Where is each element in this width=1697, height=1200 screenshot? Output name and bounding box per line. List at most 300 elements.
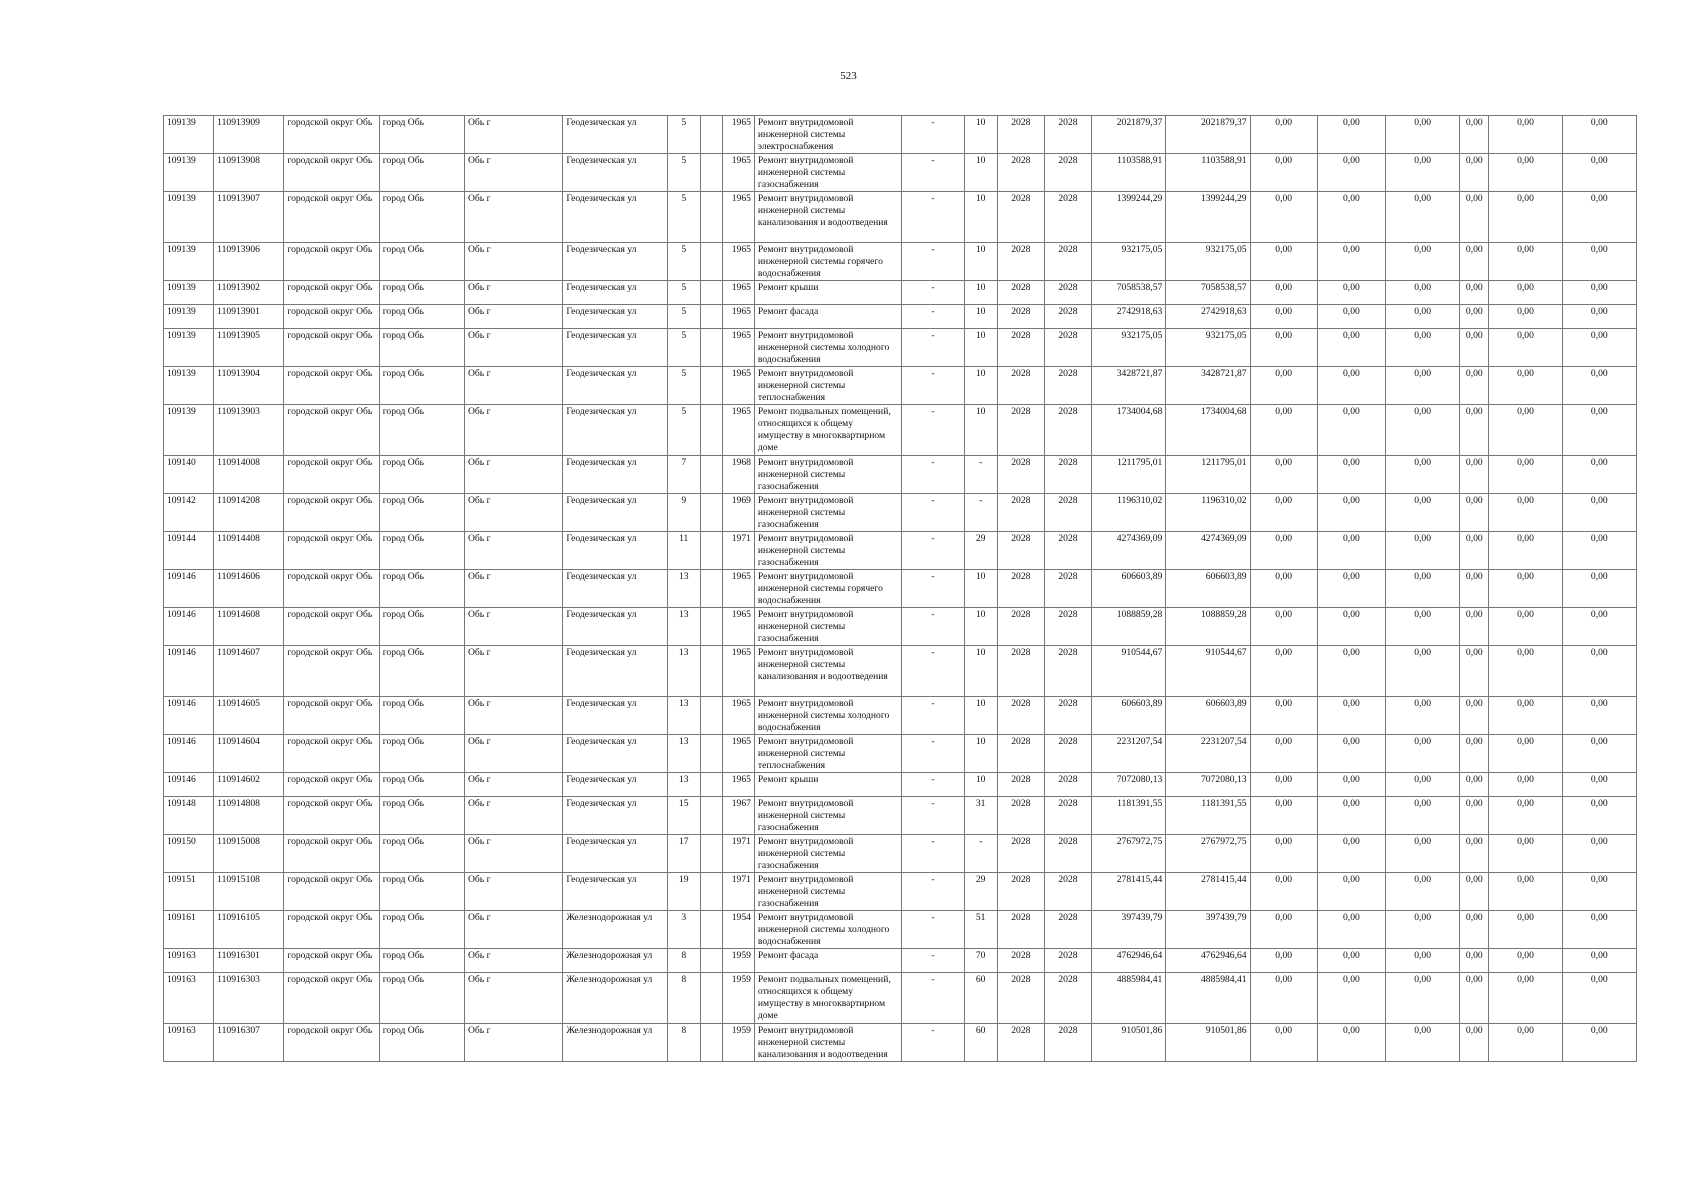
cell-other-funds: 0,00 [1489,494,1562,532]
cell-other-funds: 0,00 [1489,949,1562,973]
cell-additional-funds: 0,00 [1562,570,1636,608]
cell-local-funds: 0,00 [1386,735,1460,773]
cell-federal-funds: 0,00 [1250,405,1317,456]
cell-wear-percent: - [902,192,964,243]
cell-local-funds: 0,00 [1386,192,1460,243]
table-row [164,367,1637,405]
cell-owner-funds: 0,00 [1460,243,1489,281]
cell-plan-year-start: 2028 [997,949,1044,973]
table-row [164,281,1637,305]
cell-locality: Обь г [464,797,562,835]
cell-work-type: Ремонт крыши [754,773,902,797]
cell-additional-funds: 0,00 [1562,243,1636,281]
cell-wear-percent: - [902,329,964,367]
cell-total-cost: 2767972,75 [1092,835,1166,873]
cell-house-id: 109139 [164,305,214,329]
cell-total-cost: 1399244,29 [1092,192,1166,243]
cell-work-id: 110913904 [214,367,284,405]
cell-house-number: 13 [667,608,700,646]
cell-federal-funds: 0,00 [1250,911,1317,949]
cell-work-type: Ремонт внутридомовой инженерной системы холодного водоснабжения [754,911,902,949]
cell-wear-percent: - [902,608,964,646]
cell-street: Геодезическая ул [563,835,667,873]
cell-street: Геодезическая ул [563,405,667,456]
cell-settlement: город Обь [379,646,464,697]
cell-federal-funds: 0,00 [1250,329,1317,367]
cell-settlement: город Обь [379,192,464,243]
cell-house-id: 109150 [164,835,214,873]
table-row [164,116,1637,154]
cell-other-funds: 0,00 [1489,116,1562,154]
cell-house-number: 17 [667,835,700,873]
cell-house-number: 11 [667,532,700,570]
cell-plan-year-start: 2028 [997,305,1044,329]
cell-work-id: 110914606 [214,570,284,608]
cell-work-id: 110914607 [214,646,284,697]
cell-regional-funds: 0,00 [1317,532,1385,570]
cell-building [700,646,722,697]
cell-owner-funds: 0,00 [1460,835,1489,873]
cell-street: Геодезическая ул [563,243,667,281]
cell-wear-value: 10 [964,116,997,154]
cell-house-number: 13 [667,735,700,773]
cell-additional-funds: 0,00 [1562,1024,1636,1062]
cell-wear-percent: - [902,570,964,608]
cell-settlement: город Обь [379,305,464,329]
cell-fund-cost: 606603,89 [1166,697,1250,735]
cell-street: Геодезическая ул [563,116,667,154]
cell-plan-year-start: 2028 [997,697,1044,735]
cell-plan-year-start: 2028 [997,116,1044,154]
cell-additional-funds: 0,00 [1562,367,1636,405]
cell-local-funds: 0,00 [1386,570,1460,608]
cell-work-id: 110914408 [214,532,284,570]
cell-plan-year-start: 2028 [997,494,1044,532]
cell-house-id: 109163 [164,949,214,973]
cell-fund-cost: 1181391,55 [1166,797,1250,835]
cell-house-number: 5 [667,305,700,329]
cell-wear-percent: - [902,697,964,735]
cell-municipal-district: городской округ Обь [284,570,379,608]
cell-locality: Обь г [464,773,562,797]
cell-year-built: 1965 [722,367,754,405]
cell-federal-funds: 0,00 [1250,192,1317,243]
cell-building [700,329,722,367]
cell-plan-year-end: 2028 [1044,367,1091,405]
cell-wear-value: 29 [964,532,997,570]
cell-federal-funds: 0,00 [1250,456,1317,494]
cell-settlement: город Обь [379,570,464,608]
cell-building [700,797,722,835]
cell-other-funds: 0,00 [1489,697,1562,735]
cell-wear-percent: - [902,305,964,329]
cell-work-id: 110916105 [214,911,284,949]
cell-fund-cost: 1211795,01 [1166,456,1250,494]
cell-street: Геодезическая ул [563,697,667,735]
cell-locality: Обь г [464,367,562,405]
cell-wear-percent: - [902,456,964,494]
cell-federal-funds: 0,00 [1250,949,1317,973]
table-row [164,532,1637,570]
cell-owner-funds: 0,00 [1460,570,1489,608]
cell-federal-funds: 0,00 [1250,735,1317,773]
cell-locality: Обь г [464,835,562,873]
cell-year-built: 1965 [722,405,754,456]
cell-regional-funds: 0,00 [1317,281,1385,305]
cell-additional-funds: 0,00 [1562,281,1636,305]
cell-house-id: 109139 [164,281,214,305]
cell-regional-funds: 0,00 [1317,116,1385,154]
cell-year-built: 1965 [722,608,754,646]
cell-other-funds: 0,00 [1489,329,1562,367]
cell-fund-cost: 2021879,37 [1166,116,1250,154]
cell-building [700,1024,722,1062]
cell-plan-year-end: 2028 [1044,835,1091,873]
cell-settlement: город Обь [379,773,464,797]
cell-year-built: 1965 [722,243,754,281]
cell-plan-year-end: 2028 [1044,911,1091,949]
table-row [164,608,1637,646]
cell-local-funds: 0,00 [1386,797,1460,835]
cell-wear-value: 10 [964,281,997,305]
cell-wear-value: - [964,835,997,873]
cell-locality: Обь г [464,154,562,192]
cell-plan-year-end: 2028 [1044,192,1091,243]
cell-regional-funds: 0,00 [1317,949,1385,973]
cell-year-built: 1971 [722,835,754,873]
cell-settlement: город Обь [379,949,464,973]
cell-federal-funds: 0,00 [1250,973,1317,1024]
cell-locality: Обь г [464,405,562,456]
cell-local-funds: 0,00 [1386,949,1460,973]
cell-wear-value: 10 [964,367,997,405]
cell-regional-funds: 0,00 [1317,405,1385,456]
cell-settlement: город Обь [379,911,464,949]
cell-locality: Обь г [464,532,562,570]
cell-wear-percent: - [902,646,964,697]
cell-regional-funds: 0,00 [1317,608,1385,646]
table-row [164,973,1637,1024]
cell-wear-value: 31 [964,797,997,835]
cell-house-id: 109163 [164,973,214,1024]
cell-fund-cost: 2781415,44 [1166,873,1250,911]
cell-wear-value: - [964,494,997,532]
cell-regional-funds: 0,00 [1317,1024,1385,1062]
cell-locality: Обь г [464,192,562,243]
cell-plan-year-start: 2028 [997,570,1044,608]
cell-locality: Обь г [464,735,562,773]
cell-plan-year-start: 2028 [997,973,1044,1024]
cell-other-funds: 0,00 [1489,532,1562,570]
cell-street: Железнодорожная ул [563,911,667,949]
cell-settlement: город Обь [379,116,464,154]
cell-federal-funds: 0,00 [1250,281,1317,305]
cell-municipal-district: городской округ Обь [284,835,379,873]
cell-additional-funds: 0,00 [1562,405,1636,456]
cell-house-number: 13 [667,773,700,797]
cell-additional-funds: 0,00 [1562,873,1636,911]
cell-locality: Обь г [464,608,562,646]
cell-house-number: 9 [667,494,700,532]
cell-year-built: 1967 [722,797,754,835]
cell-total-cost: 910544,67 [1092,646,1166,697]
table-row [164,154,1637,192]
cell-house-number: 15 [667,797,700,835]
cell-locality: Обь г [464,911,562,949]
cell-wear-percent: - [902,116,964,154]
cell-settlement: город Обь [379,835,464,873]
page-number: 523 [840,70,857,82]
cell-federal-funds: 0,00 [1250,116,1317,154]
cell-wear-percent: - [902,873,964,911]
cell-owner-funds: 0,00 [1460,494,1489,532]
cell-plan-year-end: 2028 [1044,949,1091,973]
cell-building [700,911,722,949]
cell-total-cost: 932175,05 [1092,243,1166,281]
cell-street: Геодезическая ул [563,873,667,911]
cell-total-cost: 1088859,28 [1092,608,1166,646]
cell-municipal-district: городской округ Обь [284,154,379,192]
cell-additional-funds: 0,00 [1562,646,1636,697]
cell-federal-funds: 0,00 [1250,154,1317,192]
cell-fund-cost: 4762946,64 [1166,949,1250,973]
cell-year-built: 1965 [722,329,754,367]
cell-plan-year-end: 2028 [1044,973,1091,1024]
cell-year-built: 1965 [722,570,754,608]
cell-owner-funds: 0,00 [1460,116,1489,154]
cell-year-built: 1971 [722,532,754,570]
cell-street: Железнодорожная ул [563,949,667,973]
cell-house-id: 109161 [164,911,214,949]
cell-total-cost: 606603,89 [1092,697,1166,735]
cell-street: Геодезическая ул [563,154,667,192]
table-row [164,494,1637,532]
cell-work-id: 110913906 [214,243,284,281]
cell-regional-funds: 0,00 [1317,192,1385,243]
cell-plan-year-end: 2028 [1044,494,1091,532]
cell-work-id: 110916303 [214,973,284,1024]
cell-municipal-district: городской округ Обь [284,405,379,456]
cell-work-id: 110914808 [214,797,284,835]
cell-street: Геодезическая ул [563,608,667,646]
cell-plan-year-start: 2028 [997,192,1044,243]
cell-plan-year-end: 2028 [1044,329,1091,367]
cell-settlement: город Обь [379,735,464,773]
cell-owner-funds: 0,00 [1460,873,1489,911]
cell-year-built: 1969 [722,494,754,532]
cell-work-type: Ремонт внутридомовой инженерной системы газоснабжения [754,532,902,570]
cell-work-id: 110913902 [214,281,284,305]
cell-locality: Обь г [464,281,562,305]
table-row [164,773,1637,797]
cell-locality: Обь г [464,646,562,697]
cell-fund-cost: 606603,89 [1166,570,1250,608]
cell-federal-funds: 0,00 [1250,797,1317,835]
cell-federal-funds: 0,00 [1250,646,1317,697]
cell-municipal-district: городской округ Обь [284,646,379,697]
cell-building [700,367,722,405]
cell-owner-funds: 0,00 [1460,697,1489,735]
cell-wear-value: 29 [964,873,997,911]
cell-locality: Обь г [464,1024,562,1062]
cell-total-cost: 1211795,01 [1092,456,1166,494]
cell-work-id: 110914608 [214,608,284,646]
cell-building [700,456,722,494]
cell-house-number: 19 [667,873,700,911]
cell-other-funds: 0,00 [1489,456,1562,494]
cell-work-type: Ремонт внутридомовой инженерной системы холодного водоснабжения [754,329,902,367]
cell-work-type: Ремонт внутридомовой инженерной системы горячего водоснабжения [754,570,902,608]
cell-wear-percent: - [902,367,964,405]
cell-street: Геодезическая ул [563,456,667,494]
cell-federal-funds: 0,00 [1250,697,1317,735]
cell-regional-funds: 0,00 [1317,773,1385,797]
cell-total-cost: 3428721,87 [1092,367,1166,405]
cell-local-funds: 0,00 [1386,154,1460,192]
cell-municipal-district: городской округ Обь [284,911,379,949]
cell-house-id: 109151 [164,873,214,911]
cell-wear-percent: - [902,773,964,797]
cell-house-id: 109139 [164,116,214,154]
cell-locality: Обь г [464,697,562,735]
cell-wear-value: 10 [964,608,997,646]
table-row [164,305,1637,329]
cell-house-id: 109146 [164,608,214,646]
table-row [164,873,1637,911]
cell-year-built: 1954 [722,911,754,949]
cell-other-funds: 0,00 [1489,773,1562,797]
cell-street: Геодезическая ул [563,735,667,773]
cell-work-id: 110913908 [214,154,284,192]
cell-regional-funds: 0,00 [1317,154,1385,192]
cell-total-cost: 4762946,64 [1092,949,1166,973]
cell-fund-cost: 397439,79 [1166,911,1250,949]
cell-settlement: город Обь [379,608,464,646]
cell-work-id: 110913901 [214,305,284,329]
cell-local-funds: 0,00 [1386,243,1460,281]
cell-house-id: 109139 [164,154,214,192]
cell-local-funds: 0,00 [1386,329,1460,367]
cell-total-cost: 2021879,37 [1092,116,1166,154]
cell-plan-year-end: 2028 [1044,456,1091,494]
cell-total-cost: 2231207,54 [1092,735,1166,773]
cell-regional-funds: 0,00 [1317,329,1385,367]
cell-plan-year-start: 2028 [997,329,1044,367]
cell-municipal-district: городской округ Обь [284,1024,379,1062]
cell-owner-funds: 0,00 [1460,1024,1489,1062]
cell-municipal-district: городской округ Обь [284,367,379,405]
table-row [164,949,1637,973]
cell-total-cost: 2742918,63 [1092,305,1166,329]
cell-additional-funds: 0,00 [1562,949,1636,973]
cell-wear-value: 10 [964,773,997,797]
cell-plan-year-start: 2028 [997,608,1044,646]
cell-regional-funds: 0,00 [1317,973,1385,1024]
table-row [164,570,1637,608]
cell-locality: Обь г [464,243,562,281]
cell-street: Геодезическая ул [563,570,667,608]
cell-year-built: 1965 [722,735,754,773]
table-row [164,835,1637,873]
cell-plan-year-end: 2028 [1044,243,1091,281]
cell-locality: Обь г [464,116,562,154]
cell-fund-cost: 932175,05 [1166,243,1250,281]
cell-locality: Обь г [464,949,562,973]
cell-work-type: Ремонт фасада [754,949,902,973]
cell-house-number: 5 [667,281,700,305]
cell-plan-year-start: 2028 [997,243,1044,281]
cell-owner-funds: 0,00 [1460,281,1489,305]
cell-work-id: 110913903 [214,405,284,456]
cell-municipal-district: городской округ Обь [284,192,379,243]
cell-work-id: 110915108 [214,873,284,911]
cell-total-cost: 7072080,13 [1092,773,1166,797]
cell-fund-cost: 1196310,02 [1166,494,1250,532]
cell-municipal-district: городской округ Обь [284,243,379,281]
cell-wear-value: 10 [964,697,997,735]
cell-plan-year-start: 2028 [997,797,1044,835]
cell-owner-funds: 0,00 [1460,329,1489,367]
cell-fund-cost: 2767972,75 [1166,835,1250,873]
cell-work-id: 110916301 [214,949,284,973]
cell-year-built: 1965 [722,154,754,192]
cell-building [700,835,722,873]
cell-regional-funds: 0,00 [1317,243,1385,281]
cell-total-cost: 910501,86 [1092,1024,1166,1062]
cell-plan-year-end: 2028 [1044,1024,1091,1062]
cell-additional-funds: 0,00 [1562,116,1636,154]
cell-additional-funds: 0,00 [1562,532,1636,570]
cell-work-id: 110913905 [214,329,284,367]
cell-plan-year-start: 2028 [997,532,1044,570]
cell-wear-percent: - [902,154,964,192]
cell-building [700,697,722,735]
cell-locality: Обь г [464,305,562,329]
cell-federal-funds: 0,00 [1250,835,1317,873]
cell-wear-percent: - [902,949,964,973]
cell-other-funds: 0,00 [1489,1024,1562,1062]
cell-municipal-district: городской округ Обь [284,608,379,646]
cell-house-number: 5 [667,405,700,456]
table-row [164,911,1637,949]
cell-additional-funds: 0,00 [1562,973,1636,1024]
cell-work-type: Ремонт фасада [754,305,902,329]
cell-locality: Обь г [464,494,562,532]
cell-plan-year-start: 2028 [997,367,1044,405]
cell-municipal-district: городской округ Обь [284,773,379,797]
cell-house-id: 109142 [164,494,214,532]
cell-street: Геодезическая ул [563,532,667,570]
cell-house-number: 8 [667,949,700,973]
cell-work-id: 110914602 [214,773,284,797]
cell-work-id: 110913909 [214,116,284,154]
cell-locality: Обь г [464,456,562,494]
cell-plan-year-start: 2028 [997,456,1044,494]
cell-building [700,192,722,243]
cell-work-type: Ремонт подвальных помещений, относящихся к общему имуществу в многоквартирном доме [754,973,902,1024]
cell-regional-funds: 0,00 [1317,697,1385,735]
table-row [164,797,1637,835]
cell-wear-value: 10 [964,405,997,456]
cell-street: Железнодорожная ул [563,1024,667,1062]
cell-house-number: 13 [667,697,700,735]
cell-owner-funds: 0,00 [1460,949,1489,973]
cell-settlement: город Обь [379,405,464,456]
cell-plan-year-start: 2028 [997,646,1044,697]
table-row [164,405,1637,456]
cell-owner-funds: 0,00 [1460,608,1489,646]
cell-work-type: Ремонт внутридомовой инженерной системы газоснабжения [754,456,902,494]
